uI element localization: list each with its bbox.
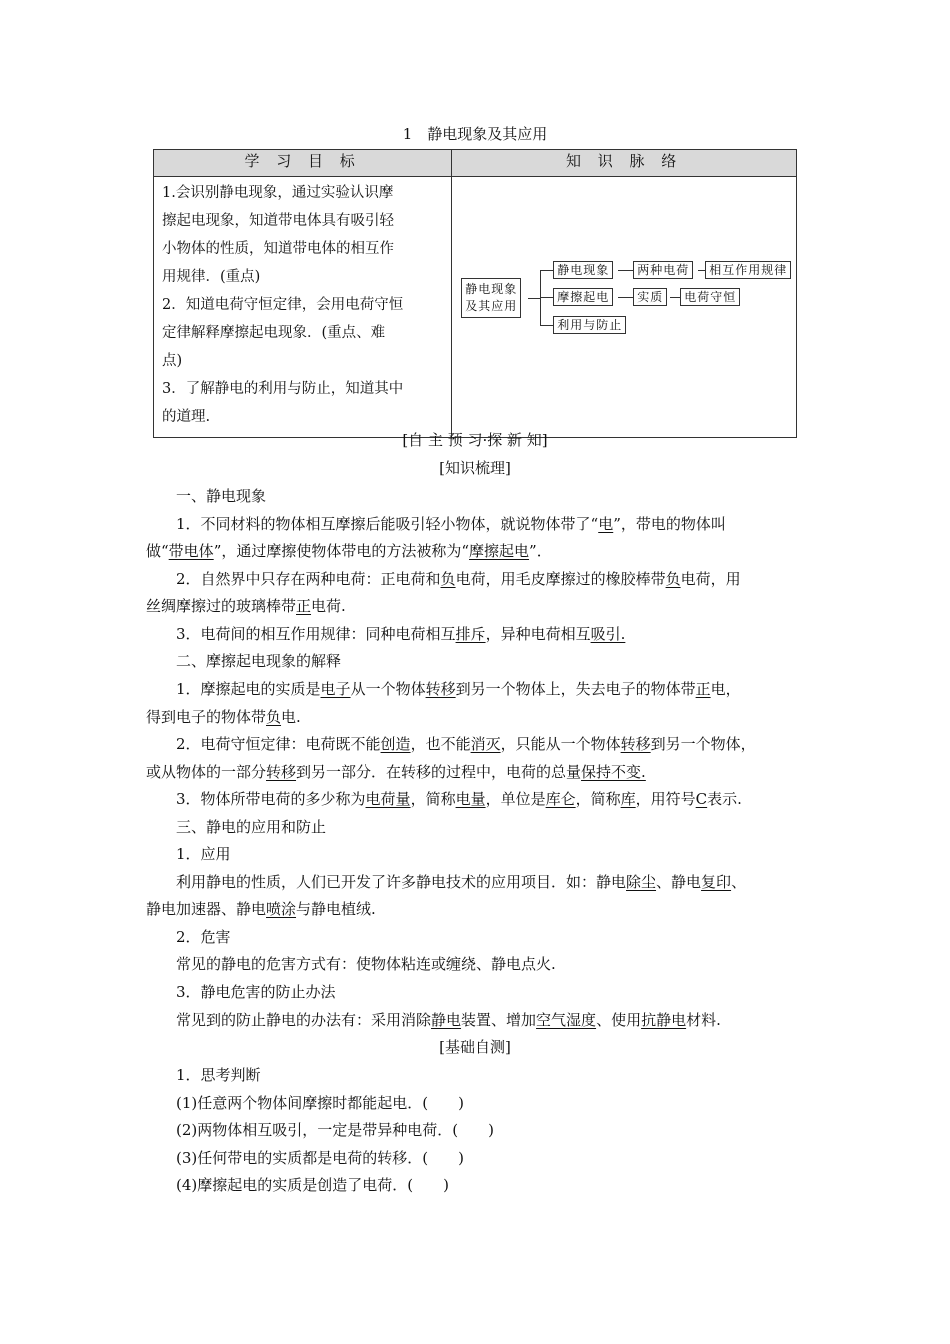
text-line: 常见到的防止静电的办法有：采用消除静电装置、增加空气湿度、使用抗静电材料.	[176, 1011, 721, 1029]
goal-line: 3．了解静电的利用与防止，知道其中	[162, 381, 404, 397]
question-item: (3)任何带电的实质都是电荷的转移．( )	[176, 1149, 464, 1167]
goal-line: 2．知道电荷守恒定律，会用电荷守恒	[162, 297, 404, 313]
goal-line: 的道理.	[162, 409, 211, 425]
text-line: 常见的静电的危害方式有：使物体粘连或缠绕、静电点火.	[176, 955, 556, 973]
goal-line: 定律解释摩擦起电现象．(重点、难	[162, 325, 386, 341]
text-line: 得到电子的物体带负电.	[146, 708, 301, 726]
goal-line: 用规律．(重点)	[162, 269, 261, 285]
question-item: (4)摩擦起电的实质是创造了电荷．( )	[176, 1176, 449, 1194]
connector	[618, 297, 633, 298]
connector	[670, 297, 680, 298]
question-item: (2)两物体相互吸引，一定是带异种电荷．( )	[176, 1121, 494, 1139]
text-line: 2．危害	[176, 928, 231, 946]
map-root	[461, 278, 521, 318]
goal-line: 小物体的性质，知道带电体的相互作	[162, 241, 394, 257]
text-line: 1．摩擦起电的实质是电子从一个物体转移到另一个物体上，失去电子的物体带正电，	[176, 680, 741, 698]
section-subheading: [知识梳理]	[439, 459, 511, 477]
text-line: 丝绸摩擦过的玻璃棒带正电荷.	[146, 597, 346, 615]
map-node: 摩擦起电	[553, 288, 613, 306]
goal-line: 擦起电现象，知道带电体具有吸引轻	[162, 213, 394, 229]
map-root-line: 及其应用	[465, 299, 518, 313]
connector	[540, 270, 553, 271]
text-line: 2．电荷守恒定律：电荷既不能创造，也不能消灭，只能从一个物体转移到另一个物体，	[176, 735, 756, 753]
connector	[540, 270, 541, 326]
section-heading: [自 主 预 习·探 新 知]	[402, 431, 548, 449]
text-line: 1．思考判断	[176, 1066, 261, 1084]
goals-table	[153, 149, 797, 438]
text-line: 2．自然界中只存在两种电荷：正电荷和负电荷，用毛皮摩擦过的橡胶棒带负电荷，用	[176, 570, 741, 588]
goal-line: 点)	[162, 353, 183, 369]
text-line: 或从物体的一部分转移到另一部分．在转移的过程中，电荷的总量保持不变.	[146, 763, 646, 781]
map-node: 利用与防止	[553, 316, 626, 334]
map-node: 相互作用规律	[705, 261, 791, 279]
text-line: 3．物体所带电荷的多少称为电荷量，简称电量，单位是库仑，简称库，用符号C表示.	[176, 790, 742, 808]
connector	[540, 297, 553, 298]
section-subheading: [基础自测]	[439, 1038, 511, 1056]
heading-static-phenomena: 一、静电现象	[176, 487, 267, 505]
question-item: (1)任意两个物体间摩擦时都能起电．( )	[176, 1094, 464, 1112]
goal-line: 1.会识别静电现象，通过实验认识摩	[162, 185, 394, 201]
text-line: 1．应用	[176, 845, 231, 863]
map-header: 知 识 脉 络	[452, 150, 797, 177]
goals-text	[154, 177, 452, 438]
goals-header: 学 习 目 标	[154, 150, 452, 177]
map-root-line: 静电现象	[465, 282, 518, 296]
connector	[618, 270, 633, 271]
text-line: 3．电荷间的相互作用规律：同种电荷相互排斥，异种电荷相互吸引.	[176, 625, 626, 643]
heading-application-prevention: 三、静电的应用和防止	[176, 818, 327, 836]
connector	[528, 298, 540, 299]
map-node: 实质	[633, 288, 667, 306]
knowledge-map	[452, 177, 797, 438]
text-line: 1．不同材料的物体相互摩擦后能吸引轻小物体，就说物体带了“电”，带电的物体叫	[176, 515, 726, 533]
text-line: 静电加速器、静电喷涂与静电植绒.	[146, 900, 376, 918]
connector	[540, 325, 553, 326]
map-node: 电荷守恒	[680, 288, 740, 306]
text-line: 3．静电危害的防止办法	[176, 983, 336, 1001]
map-node: 两种电荷	[633, 261, 693, 279]
page-title: 1 静电现象及其应用	[402, 125, 548, 143]
text-line: 做“带电体”，通过摩擦使物体带电的方法被称为“摩擦起电”．	[146, 542, 552, 560]
text-line: 利用静电的性质，人们已开发了许多静电技术的应用项目．如：静电除尘、静电复印、	[176, 873, 747, 891]
heading-friction-explanation: 二、摩擦起电现象的解释	[176, 652, 342, 670]
map-node: 静电现象	[553, 261, 613, 279]
